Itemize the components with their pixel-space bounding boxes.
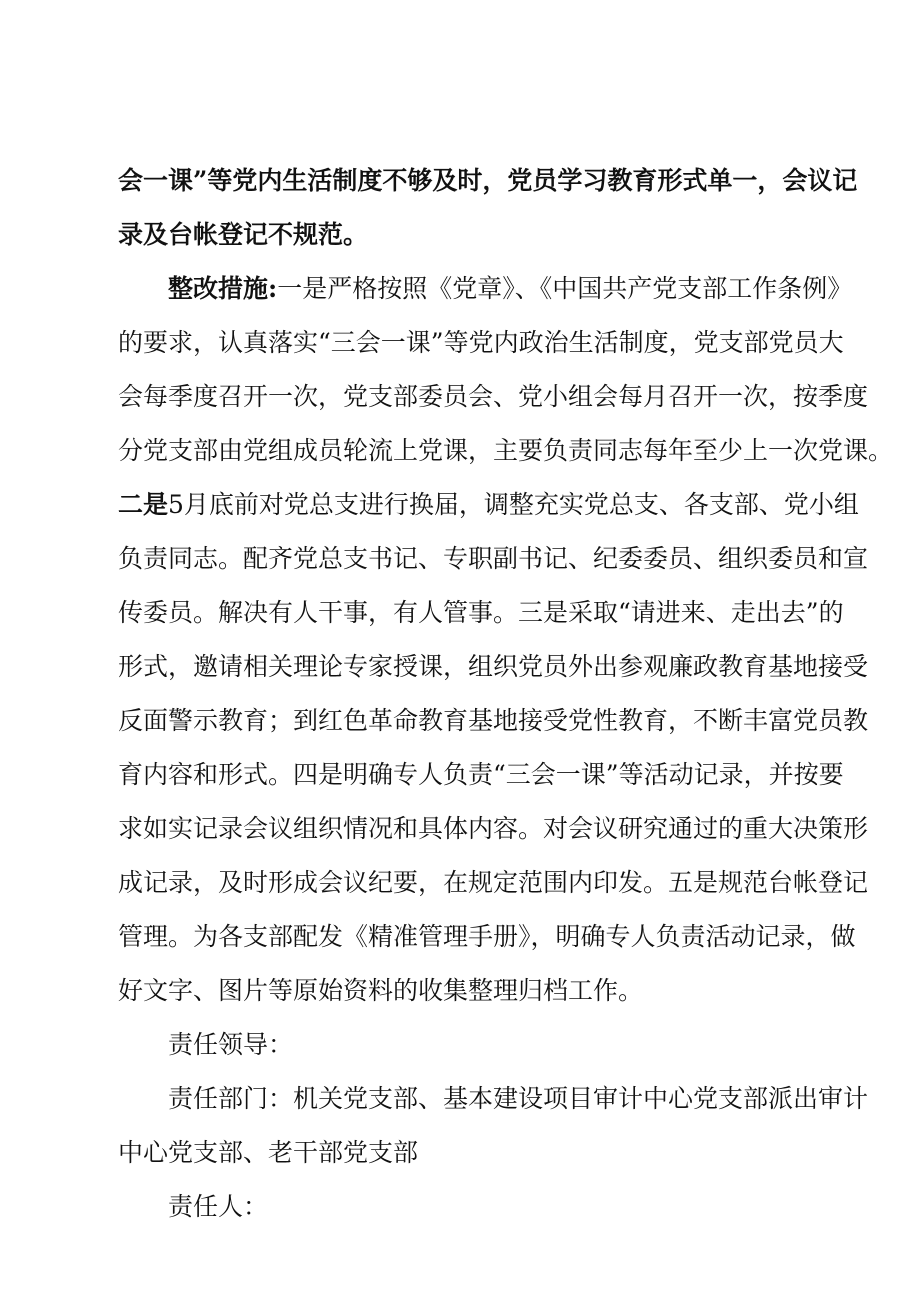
intro-line-2: 录及台帐登记不规范。 (118, 220, 369, 249)
measures-line-4: 分党支部由党组成员轮流上党课，主要负责同志每年至少上一次党课。 (118, 436, 894, 465)
measures-line-8: 形式，邀请相关理论专家授课，组织党员外出参观廉政教育基地接受 (118, 652, 869, 681)
measures-line-9: 反面警示教育；到红色革命教育基地接受党性教育，不断丰富党员教 (118, 706, 869, 735)
measures-text-1: 一是严格按照《党章》、《中国共产党支部工作条例》 (277, 274, 853, 303)
measures-line-6: 负责同志。配齐党总支书记、专职副书记、纪委委员、组织委员和宣 (118, 544, 869, 573)
measures-label: 整改措施: (168, 274, 278, 303)
responsible-dept-line-1: 责任部门：机关党支部、基本建设项目审计中心党支部派出审计 (168, 1084, 869, 1113)
responsible-dept-line-2: 中心党支部、老干部党支部 (118, 1138, 419, 1167)
measures-line-2: 的要求，认真落实“三会一课”等党内政治生活制度，党支部党员大 (118, 328, 844, 357)
measures-line-10: 育内容和形式。四是明确专人负责“三会一课”等活动记录，并按要 (118, 760, 844, 789)
measures-line-11: 求如实记录会议组织情况和具体内容。对会议研究通过的重大决策形 (118, 814, 869, 843)
measures-line-14: 好文字、图片等原始资料的收集整理归档工作。 (118, 976, 644, 1005)
measures-line-3: 会每季度召开一次，党支部委员会、党小组会每月召开一次，按季度 (118, 382, 869, 411)
measures-second-label: 二是 (118, 490, 169, 519)
intro-line-1: 会一课”等党内生活制度不够及时，党员学习教育形式单一，会议记 (118, 166, 858, 195)
document-body (118, 154, 894, 1234)
measures-line-12: 成记录，及时形成会议纪要，在规定范围内印发。五是规范台帐登记 (118, 868, 869, 897)
responsible-leader: 责任领导： (168, 1030, 294, 1059)
measures-line-7: 传委员。解决有人干事，有人管事。三是采取“请进来、走出去”的 (118, 598, 844, 627)
measures-line-1 (118, 262, 853, 316)
responsible-person: 责任人： (168, 1192, 269, 1221)
measures-text-5: 5月底前对党总支进行换届，调整充实党总支、各支部、党小组 (168, 490, 859, 519)
measures-line-5 (118, 478, 859, 532)
measures-line-13: 管理。为各支部配发《精准管理手册》，明确专人负责活动记录，做 (118, 922, 856, 951)
